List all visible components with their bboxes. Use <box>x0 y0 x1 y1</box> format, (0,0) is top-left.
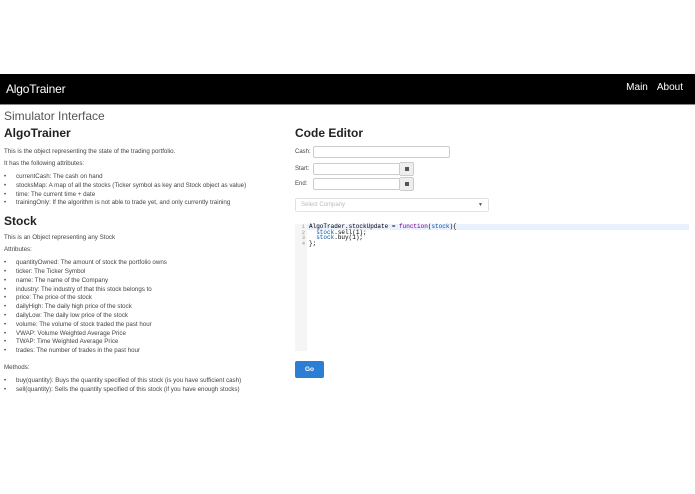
top-navbar <box>0 74 695 105</box>
end-label: End: <box>295 181 308 187</box>
nav-link-about[interactable]: About <box>656 82 683 93</box>
list-item: • sell(quantity): Sells the quantity specified of this stock (if you have enough stocks) <box>4 386 284 395</box>
algotrainer-attributes-intro: It has the following attributes: <box>4 160 85 167</box>
brand-logo[interactable]: AlgoTrainer <box>6 82 66 96</box>
go-button[interactable]: Go <box>295 361 324 378</box>
code-editor-heading: Code Editor <box>295 126 363 140</box>
list-item: • stocksMap: A map of all the stocks (Ticker symbol as key and Stock object as value) <box>4 182 284 191</box>
stock-attributes-intro: Attributes: <box>4 246 32 254</box>
list-item: • price: The price of the stock <box>4 294 284 303</box>
algotrainer-description: This is the object representing the state of the trading portfolio. <box>4 148 176 155</box>
line-number: 4 <box>301 239 305 247</box>
list-item: • trades: The number of trades in the past hour <box>4 347 284 356</box>
end-date-input[interactable] <box>313 178 400 190</box>
list-item: • trainingOnly: If the algorithm is not able to trade yet, and only currently training <box>4 199 284 208</box>
calendar-icon <box>405 167 409 171</box>
stock-methods-intro: Methods: <box>4 363 30 371</box>
stock-heading: Stock <box>4 214 37 229</box>
list-item: • dailyHigh: The daily high price of the stock <box>4 303 284 312</box>
caret-down-icon: ▼ <box>478 202 483 208</box>
nav-link-main[interactable]: Main <box>626 82 648 93</box>
end-row <box>295 177 414 191</box>
algotrainer-attributes-list <box>4 173 284 208</box>
list-item: • buy(quantity): Buys the quantity specified of this stock (is you have sufficient cash) <box>4 377 284 386</box>
stock-attributes-list <box>4 259 284 356</box>
code-line: stock.buy(1); <box>316 234 364 241</box>
list-item: • ticker: The Ticker Symbol <box>4 268 284 277</box>
list-item: • volume: The volume of stock traded the past hour <box>4 321 284 330</box>
list-item: • TWAP: Time Weighted Average Price <box>4 338 284 347</box>
documentation-panel <box>4 126 284 395</box>
code-editor[interactable] <box>295 224 690 351</box>
line-number: 2 <box>301 228 305 236</box>
company-select[interactable] <box>295 198 489 212</box>
line-number-gutter <box>295 224 307 351</box>
line-number: 1 <box>301 223 305 230</box>
code-line: }; <box>309 239 317 247</box>
list-item: • quantityOwned: The amount of stock the portfolio owns <box>4 259 284 268</box>
start-date-input[interactable] <box>313 163 400 175</box>
stock-methods-list <box>4 377 284 395</box>
list-item: • industry: The industry of that this stock belongs to <box>4 286 284 295</box>
list-item: • name: The name of the Company <box>4 277 284 286</box>
list-item: • dailyLow: The daily low price of the stock <box>4 312 284 321</box>
code-line: AlgoTrader.stockUpdate = function(stock){ <box>309 223 457 230</box>
list-item: • currentCash: The cash on hand <box>4 173 284 182</box>
start-label: Start: <box>295 166 310 172</box>
cash-row <box>295 146 450 158</box>
code-content[interactable] <box>309 224 457 246</box>
nav-links <box>626 82 683 93</box>
list-item: • time: The current time + date <box>4 191 284 200</box>
start-calendar-button[interactable] <box>400 162 414 176</box>
stock-description: This is an Object representing any Stock <box>4 234 116 242</box>
cash-input[interactable] <box>313 146 450 158</box>
page-title: Simulator Interface <box>4 109 105 123</box>
end-calendar-button[interactable] <box>400 177 414 191</box>
code-editor-panel <box>295 126 690 373</box>
cash-label: Cash: <box>295 149 311 155</box>
start-row <box>295 162 414 176</box>
algotrainer-heading: AlgoTrainer <box>4 126 71 140</box>
list-item: • VWAP: Volume Weighted Average Price <box>4 330 284 339</box>
company-select-placeholder: Select Company <box>301 202 346 208</box>
code-line: stock.sell(1); <box>316 228 367 236</box>
calendar-icon <box>405 182 409 186</box>
line-number: 3 <box>301 234 305 241</box>
